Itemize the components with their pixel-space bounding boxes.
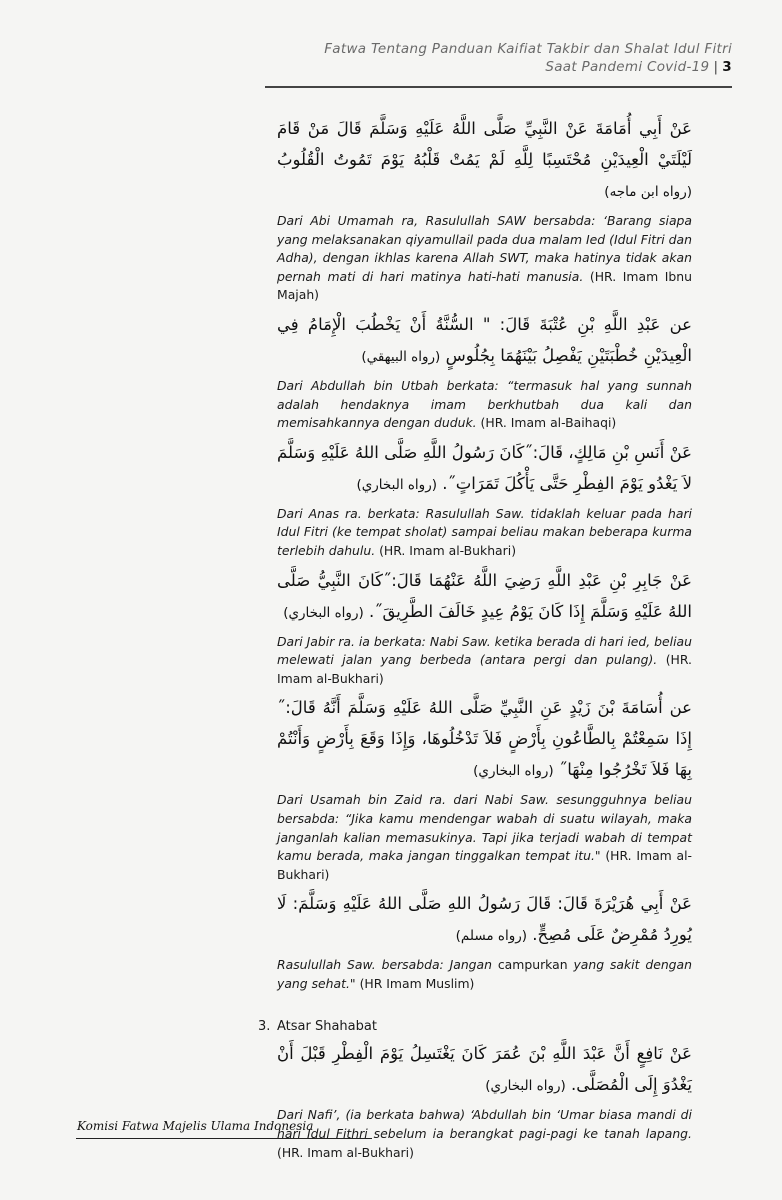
arabic-source: (رواه البخاري) [283, 604, 364, 621]
arabic-text [277, 692, 692, 787]
arabic-text [277, 113, 692, 208]
arabic-text [277, 437, 692, 501]
footer-text: Komisi Fatwa Majelis Ulama Indonesia [77, 1119, 314, 1133]
translation-text [277, 633, 692, 689]
translation: Dari Usamah bin Zaid ra. dari Nabi Saw. sesungguhnya beliau bersabda: “Jika kamu mendengar wabah di suatu wilayah, maka janganlah kalian memasukinya. Tapi jika terjadi wabah di tempat kamu berada, maka jangan tinggalkan tempat itu." [277, 792, 692, 864]
translation: Dari Nafi’, (ia berkata bahwa) ‘Abdullah bin ‘Umar biasa mandi di hari Idul Fithri sebelum ia berangkat pagi-pagi ke tanah lapang. [277, 1107, 692, 1142]
translation-text [277, 212, 692, 305]
hadith-reference: (HR Imam Muslim) [359, 975, 475, 991]
hadith-reference: (HR. Imam al-Bukhari) [379, 542, 517, 558]
section-number: 3. [258, 1019, 271, 1035]
hadith-block [277, 113, 692, 305]
translation-text [277, 505, 692, 561]
translation-part1: Rasulullah Saw. bersabda: Jangan [277, 957, 492, 973]
translation: Dari Anas ra. berkata: Rasulullah Saw. tidaklah keluar pada hari Idul Fitri (ke tempat sholat) sampai beliau makan beberapa kurma terlebih dahulu. [277, 505, 692, 558]
translation: Dari Abi Umamah ra, Rasulullah SAW bersabda: ‘Barang siapa yang melaksanakan qiyamullail pada dua malam Ied (Idul Fitri dan Adha), dengan ikhlas karena Allah SWT, maka hatinya tidak akan pernah mati di hari matinya hati-hati manusia. [277, 213, 692, 284]
arabic-source: (رواه ابن ماجه) [604, 184, 692, 200]
hadith-reference: (HR. Imam al-Baihaqi) [480, 415, 617, 431]
running-header [172, 40, 732, 76]
arabic-hadith: عَنْ أَنَسِ بْنِ مَالِكٍ، قَالَ:˝كَانَ رَسُولُ اللَّهِ صَلَّى اللهُ عَلَيْهِ وَسَلَّمَ لاَ يَغْدُو يَوْمَ الفِطْرِ حَتَّى يَأْكُلَ تَمَرَاتٍ˝. [277, 442, 692, 493]
translation-text [277, 377, 692, 433]
translation: Dari Jabir ra. ia berkata: Nabi Saw. ketika berada di hari ied, beliau melewati jalan yang berbeda (antara pergi dan pulang). [277, 633, 692, 668]
translation-text [277, 956, 692, 993]
arabic-hadith: عَنْ أَبِي أُمَامَةَ عَنْ النَّبِيِّ صَلَّى اللَّهُ عَلَيْهِ وَسَلَّمَ قَالَ مَنْ قَامَ لَيْلَتَيْ الْعِيدَيْنِ مُحْتَسِبًا لِلَّهِ لَمْ يَمُتْ قَلْبُهُ يَوْمَ تَمُوتُ الْقُلُوبُ [277, 119, 692, 169]
arabic-text [277, 888, 692, 952]
hadith-reference: (HR. Imam al-Bukhari) [277, 652, 692, 686]
page-number: 3 [722, 59, 732, 75]
arabic-hadith: عَنْ أَبِي هُرَيْرَةَ قَالَ: قَالَ رَسُولُ اللهِ صَلَّى اللهُ عَلَيْهِ وَسَلَّمَ: لَا يُورِدُ مُمْرِضٌ عَلَى مُصِحٍّ. [277, 894, 692, 945]
atsar-reference: (HR. Imam al-Bukhari) [277, 1144, 414, 1160]
translation-text [277, 1106, 692, 1162]
hadith-block [277, 692, 692, 884]
hadith-reference: (HR. Imam al-Bukhari) [277, 848, 692, 882]
page-content [258, 113, 692, 1166]
arabic-text [277, 1038, 692, 1102]
footer-divider [76, 1138, 372, 1139]
header-title-line2 [172, 58, 732, 76]
section-heading [258, 1019, 692, 1034]
hadith-block [277, 437, 692, 561]
hadith-reference: (HR. Imam Ibnu Majah) [277, 268, 692, 303]
arabic-text [277, 565, 692, 629]
arabic-source: (رواه البخاري) [356, 476, 437, 493]
atsar-block [277, 1038, 692, 1162]
hadith-block [277, 888, 692, 993]
arabic-source: (رواه البخاري) [473, 763, 554, 780]
translation-normal-word: campurkan [497, 957, 568, 973]
arabic-source: (رواه مسلم) [455, 928, 528, 945]
translation: Dari Abdullah bin Utbah berkata: “termasuk hal yang sunnah adalah hendaknya imam berkhutbah dua kali dan memisahkannya dengan duduk. [277, 377, 692, 431]
header-title-line2-text: Saat Pandemi Covid-19 [545, 59, 710, 75]
translation-part2: yang sakit dengan yang sehat." [277, 957, 692, 991]
arabic-text [277, 309, 692, 373]
arabic-source: (رواه البيهقي) [361, 348, 441, 365]
arabic-hadith: عَنْ جَابِرِ بْنِ عَبْدِ اللَّهِ رَضِيَ اللَّهُ عَنْهُمَا قَالَ:˝كَانَ النَّبِيُّ صَلَّى اللهُ عَلَيْهِ وَسَلَّمَ إِذَا كَانَ يَوْمُ عِيدٍ خَالَفَ الطَّرِيقَ˝. [277, 570, 692, 621]
translation-text [277, 791, 692, 884]
hadith-block [277, 565, 692, 689]
header-separator: | [713, 59, 719, 75]
arabic-hadith: عن أُسَامَةَ بْنَ زَيْدٍ عَنِ النَّبِيِّ صَلَّى اللهُ عَلَيْهِ وَسَلَّمَ أَنَّهُ قَالَ:˝ إِذَا سَمِعْتُمْ بِالطَّاعُونِ بِأَرْضٍ فَلاَ تَدْخُلُوهَا، وَإِذَا وَقَعَ بِأَرْضٍ وَأَنْتُمْ بِهَا فَلاَ تَخْرُجُوا مِنْهَا˝ [277, 698, 692, 780]
hadith-block [277, 309, 692, 433]
arabic-source: (رواه البخاري) [485, 1078, 566, 1095]
section-title: Atsar Shahabat [277, 1019, 377, 1035]
arabic-hadith: عن عَبْدِ اللَّهِ بْنِ عُتْبَةَ قَالَ: " السُّنَّةُ أَنْ يَخْطُبَ الْإِمَامُ فِي الْعِيدَيْنِ خُطْبَتَيْنِ يَفْصِلُ بَيْنَهُمَا بِجُلُوسٍ [277, 314, 692, 365]
arabic-atsar: عَنْ نَافِعٍ أَنَّ عَبْدَ اللَّهِ بْنَ عُمَرَ كَانَ يَغْتَسِلُ يَوْمَ الْفِطْرِ قَبْلَ أَنْ يَغْدُوَ إِلَى الْمُصَلَّى. [277, 1044, 692, 1095]
header-title-line1: Fatwa Tentang Panduan Kaifiat Takbir dan Shalat Idul Fitri [324, 41, 732, 57]
header-divider [265, 86, 732, 88]
